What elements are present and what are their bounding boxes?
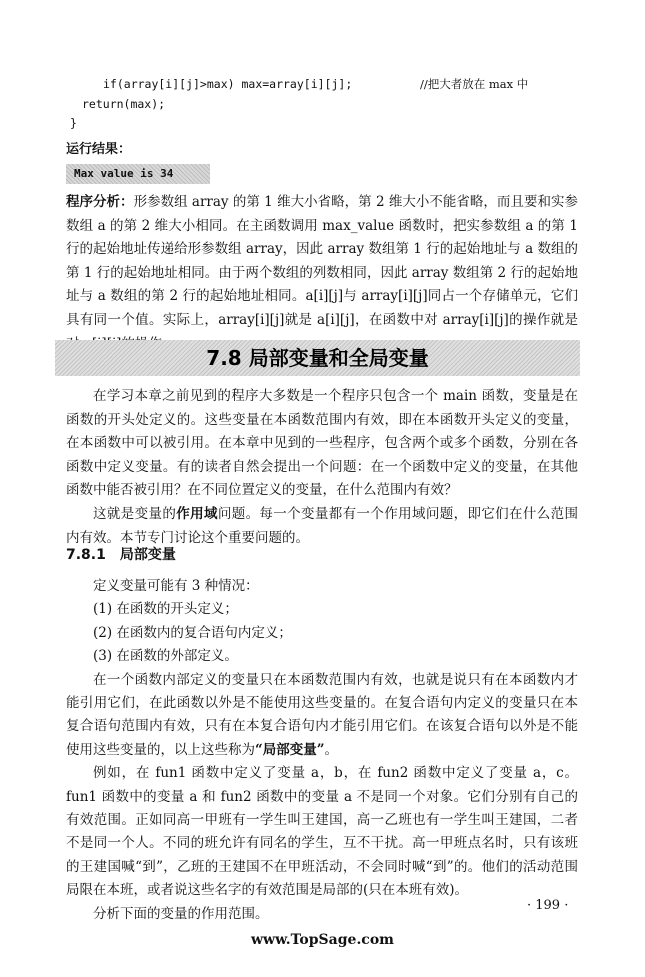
analysis-text: 形参数组 array 的第 1 维大小省略，第 2 维大小不能省略，而且要和实参数组 a 的第 2 维大小相同。在主函数调用 max_value 函数时，把实参数组 a 的第 1 行的起始地址传递给形参数组 array，因此 array 数组第 1 行的起始地址与 a 数组的第 1 行的起始地址相同。由于两个数组的列数相同，因此 array 数组第 2 行的起始地址与 a 数组的第 2 行的起始地址相同。a[i][j]与 array[i][j]同占一个存储单元，它们具有同一个值。实际上，array[i][j]就是 a[i][j]，在函数中对 array[i][j]的操作就是 xyxy=(66,194,578,328)
section-title: 7.8 局部变量和全局变量 xyxy=(206,346,429,370)
run-result-output-box xyxy=(66,164,210,184)
code-line-return: return(max); xyxy=(82,97,166,111)
local-item-2: (2) 在函数内的复合语句内定义； xyxy=(93,624,292,641)
local-variables-body xyxy=(66,575,578,926)
page-number: · 199 · xyxy=(527,898,569,913)
subsection-title: 局部变量 xyxy=(119,547,176,563)
local-paragraph-4: 分析下面的变量的作用范围。 xyxy=(93,905,269,922)
local-p2-before: 在一个函数内部定义的变量只在本函数范围内有效，也就是说只有在本函数内才能引用它们，在此函数以外是不能使用这些变量的。在复合语句内定义的变量只在本复合语句范围内有效，只有在本复合语句内才能引用它们。在该复合语句以外是不能使用这些变量的，以上这些称为 xyxy=(66,671,578,758)
code-line-brace: } xyxy=(70,116,77,130)
section-heading-bar xyxy=(55,340,580,376)
run-result-heading: 运行结果： xyxy=(66,142,132,157)
intro-p2-before: 这就是变量的 xyxy=(93,505,177,522)
footer-url: www.TopSage.com xyxy=(251,932,394,948)
local-item-1: (1) 在函数的开头定义； xyxy=(93,601,238,618)
local-item-3: (3) 在函数的外部定义。 xyxy=(93,648,238,665)
subsection-heading xyxy=(66,544,176,564)
run-result-output: Max value is 34 xyxy=(74,167,174,180)
intro-p2-term: 作用域 xyxy=(176,505,218,522)
local-p2-after: 。 xyxy=(324,741,339,758)
analysis-paragraph xyxy=(66,191,578,356)
local-paragraph-3: 例如，在 fun1 函数中定义了变量 a，b，在 fun2 函数中定义了变量 a，c。fun1 函数中的变量 a 和 fun2 函数中的变量 a 不是同一个对象。它们分别有自己的有效范围。正如同高一甲班有一学生叫王建国，高一乙班也有一学生叫王建国，二者不是同一个人。不同的班允许有同名的学生，互不干扰。高一甲班点名时，只有该班的王建国喊“到”，乙班的王建国不在甲班活动，不会同时喊“到”的。他们的活动范围局限在本班，或者说这些名字的有效范围是局部的(只在本班有效)。 xyxy=(66,765,578,899)
local-paragraph-2 xyxy=(66,669,578,763)
intro-p2-after: 问题。每一个变量都有一个作用域问题，即它们在什么范围内有效。本节专门讨论这个重要问题的。 xyxy=(66,505,579,546)
subsection-number: 7.8.1 xyxy=(66,547,106,563)
code-comment: //把大者放在 max 中 xyxy=(420,77,529,91)
intro-paragraphs xyxy=(66,385,578,550)
analysis-label: 程序分析： xyxy=(66,194,134,210)
local-p2-term: “局部变量” xyxy=(255,741,325,758)
local-intro: 定义变量可能有 3 种情况： xyxy=(93,578,259,594)
code-line-if: if(array[i][j]>max) max=array[i][j]; xyxy=(103,77,353,91)
intro-paragraph-1: 在学习本章之前见到的程序大多数是一个程序只包含一个 main 函数，变量是在函数的开头处定义的。这些变量在本函数范围内有效，即在本函数开头定义的变量，在本函数中可以被引用。在本章中见到的一些程序，包含两个或多个函数，分别在各函数中定义变量。有的读者自然会提出一个问题：在一个函数中定义的变量，在其他函数中能否被引用？在不同位置定义的变量，在什么范围内有效？ xyxy=(66,388,578,499)
